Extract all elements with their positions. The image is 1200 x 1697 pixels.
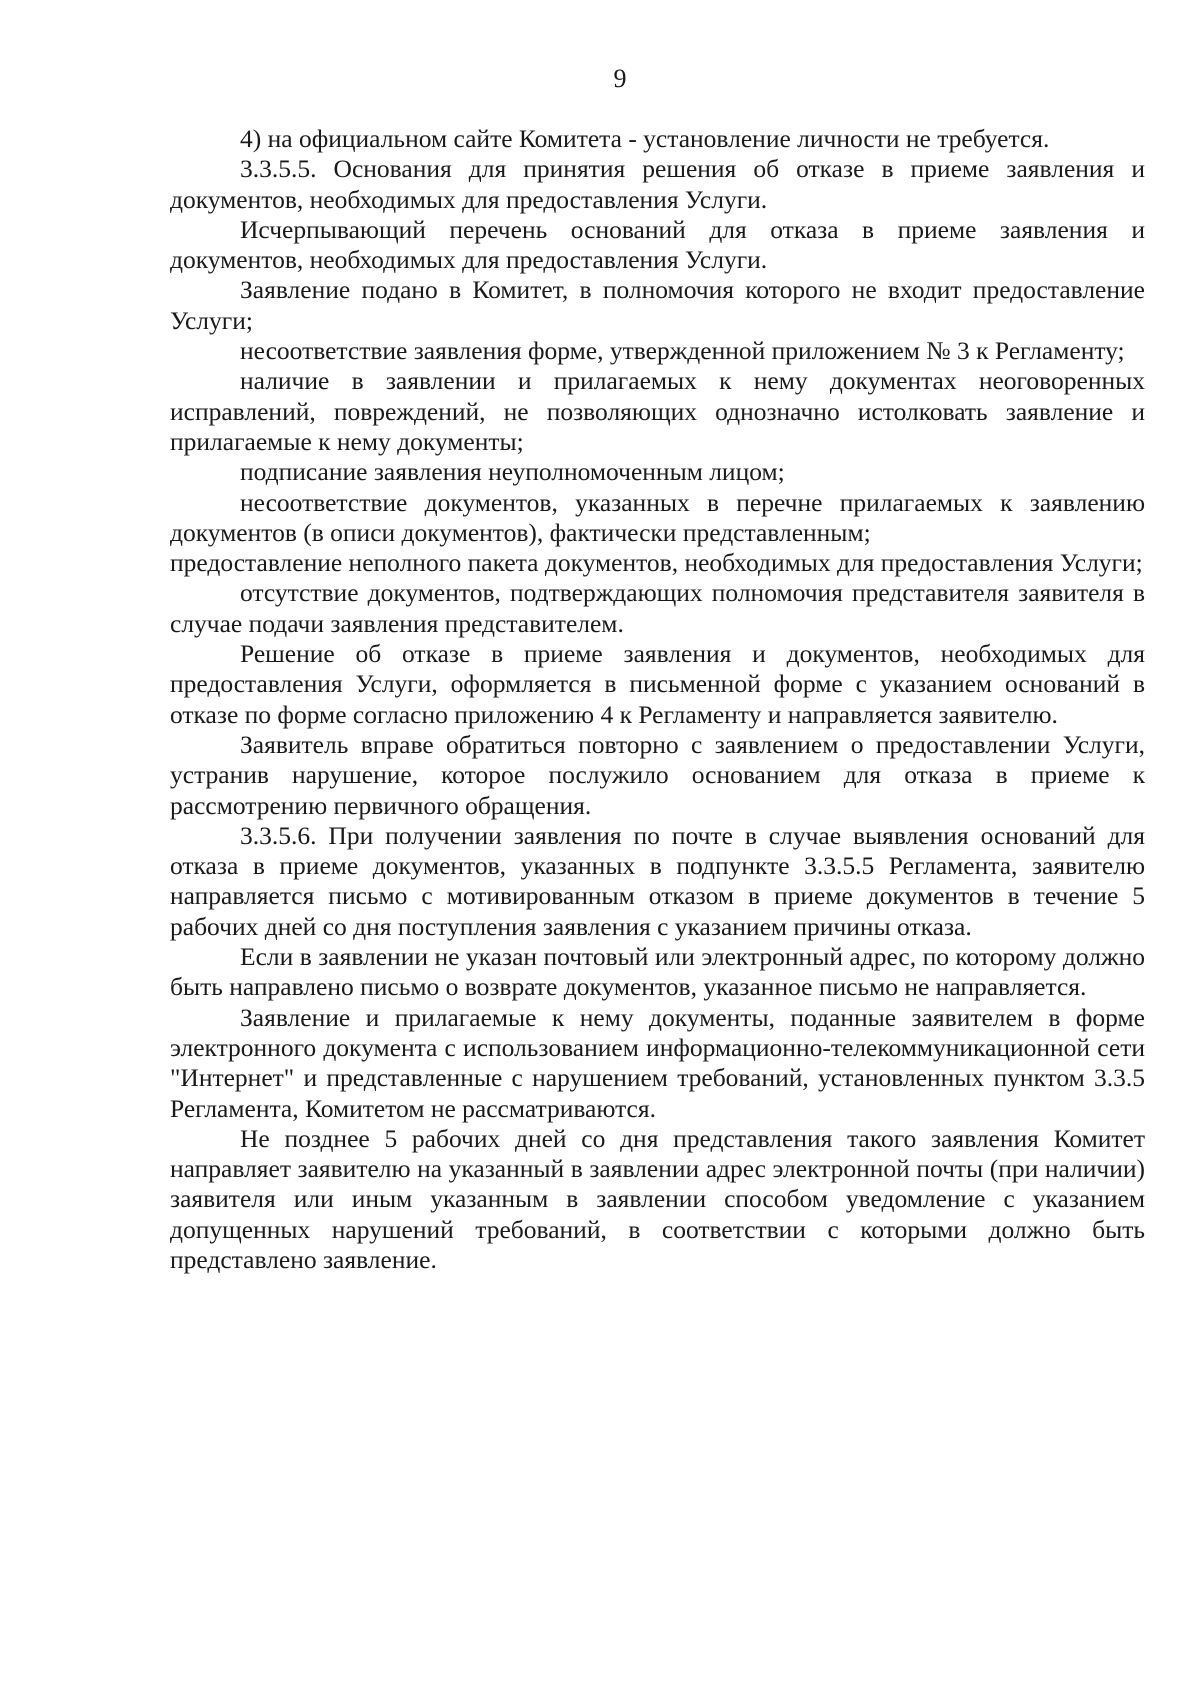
document-body (170, 124, 1145, 1275)
paragraph-ground-unauthorized-signature: подписание заявления неуполномоченным лицом; (240, 457, 785, 487)
paragraph-grounds-list-intro: Исчерпывающий перечень оснований для отказа в приеме заявления и документов, необходимых для предоставления Услуги. (170, 214, 1145, 275)
paragraph-ground-form-mismatch: несоответствие заявления форме, утвержденной приложением № 3 к Регламенту; (240, 336, 1125, 366)
page-number: 9 (613, 64, 627, 93)
paragraph-no-address: Если в заявлении не указан почтовый или электронный адрес, по которому должно быть направлено письмо о возврате документов, указанное письмо не направляется. (170, 942, 1145, 1002)
paragraph-ground-missing-authority-documents: отсутствие документов, подтверждающих полномочия представителя заявителя в случае подачи заявления представителем. (170, 578, 1145, 638)
paragraph-3-3-5-6-postal: 3.3.5.6. При получении заявления по почте в случае выявления оснований для отказа в приеме документов, указанных в подпункте 3.3.5.5 Регламента, заявителю направляется письмо с мотивированным отказом в приеме документов в течение 5 рабочих дней со дня поступления заявления с указанием причины отказа. (170, 820, 1145, 941)
paragraph-ground-incomplete-package: предоставление неполного пакета документов, необходимых для предоставления Услуги; (170, 548, 1143, 578)
paragraph-electronic-not-considered: Заявление и прилагаемые к нему документы, поданные заявителем в форме электронного документа с использованием информационно-телекоммуникационной сети "Интернет" и представленные с нарушением требований, установленных пунктом 3.3.5 Регламента, Комитетом не рассматриваются. (170, 1002, 1145, 1123)
paragraph-refusal-decision: Решение об отказе в приеме заявления и документов, необходимых для предоставления Услуги, оформляется в письменной форме с указанием оснований в отказе по форме согласно приложению 4 к Регламенту и направляется заявителю. (170, 639, 1145, 729)
paragraph-online-identification: 4) на официальном сайте Комитета - установление личности не требуется. (240, 124, 1050, 153)
paragraph-notification-deadline: Не позднее 5 рабочих дней со дня представления такого заявления Комитет направляет заявителю на указанный в заявлении адрес электронной почты (при наличии) заявителя или иным указанным в заявлении способом уведомление с указанием допущенных нарушений требований, в соответствии с которыми должно быть представлено заявление. (170, 1123, 1145, 1274)
paragraph-repeat-application: Заявитель вправе обратиться повторно с заявлением о предоставлении Услуги, устранив нарушение, которое послужило основанием для отказа в приеме к рассмотрению первичного обращения. (170, 729, 1145, 820)
paragraph-ground-documents-mismatch: несоответствие документов, указанных в перечне прилагаемых к заявлению документов (в описи документов), фактически представленным; (170, 487, 1145, 547)
paragraph-ground-corrections: наличие в заявлении и прилагаемых к нему документах неоговоренных исправлений, повреждений, не позволяющих однозначно истолковать заявление и прилагаемые к нему документы; (170, 366, 1145, 456)
paragraph-ground-wrong-authority: Заявление подано в Комитет, в полномочия которого не входит предоставление Услуги; (170, 275, 1145, 335)
paragraph-3-3-5-5-heading: 3.3.5.5. Основания для принятия решения об отказе в приеме заявления и документов, необходимых для предоставления Услуги. (170, 154, 1145, 214)
